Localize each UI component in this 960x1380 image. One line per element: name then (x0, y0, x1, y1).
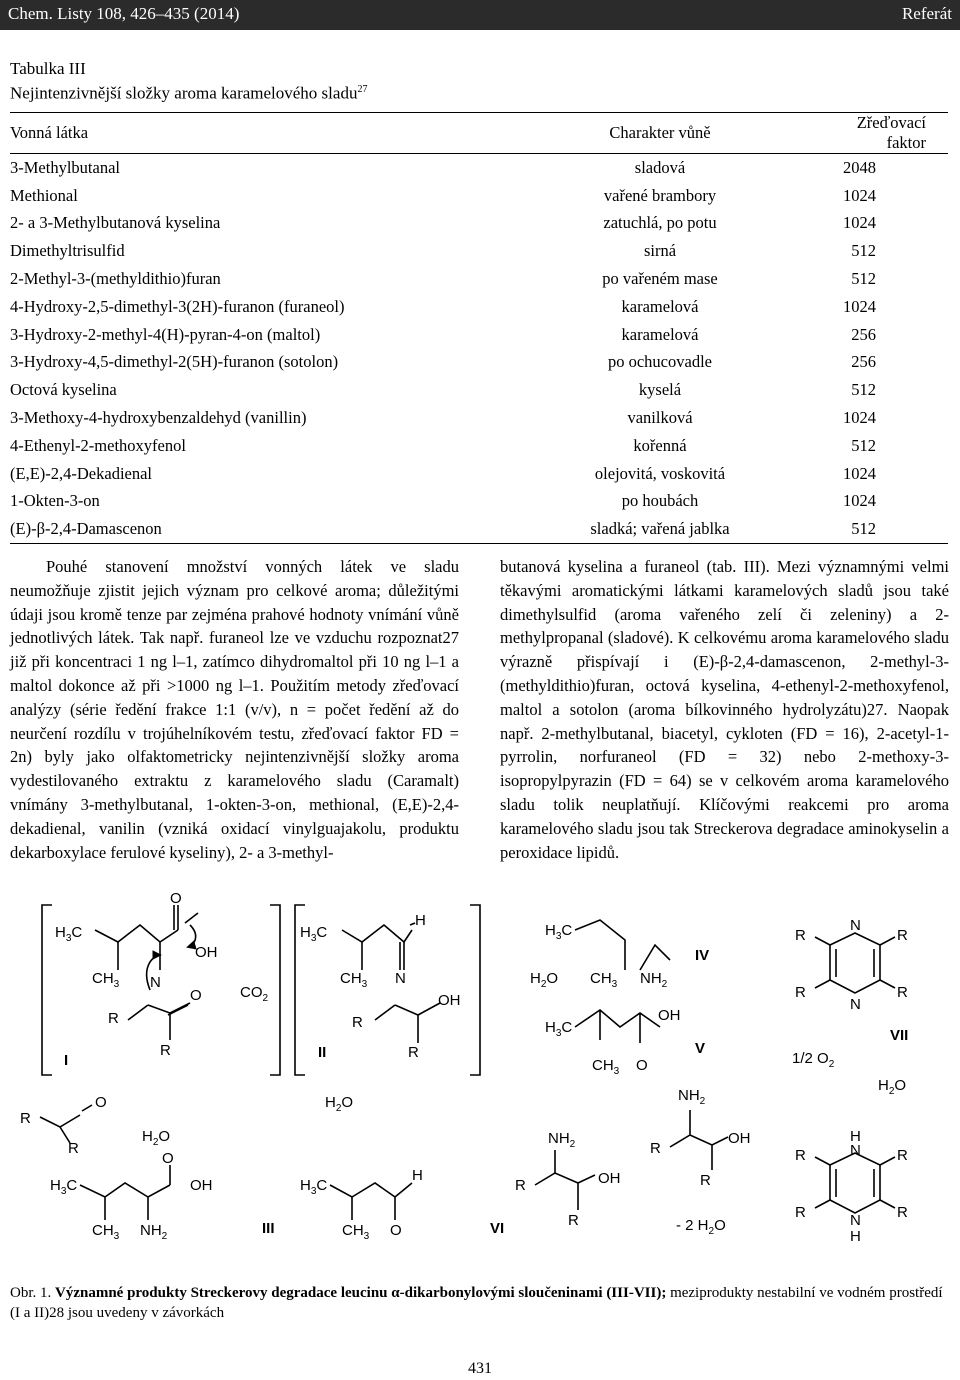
label-o-I: O (170, 890, 182, 907)
odor-cell: vanilková (627, 408, 693, 428)
table-caption (10, 58, 367, 104)
compound-cell: 3-Hydroxy-2-methyl-4(H)-pyran-4-on (maltol) (10, 324, 321, 344)
label-nh2-IV: $NH_2$ (640, 970, 668, 990)
label-ch3-I: $CH_3$ (92, 970, 120, 990)
reaction-scheme (0, 885, 960, 1275)
label-h3c-V: $H_3C$ (545, 1019, 573, 1039)
label-ch3-leu: $CH_3$ (92, 1222, 120, 1242)
label-o2-I: O (190, 987, 202, 1004)
table-label: Tabulka III (10, 59, 86, 78)
table-row (10, 349, 948, 377)
label-r2-III: R (68, 1140, 79, 1157)
aroma-table (10, 112, 948, 544)
label-r2-VII-b: R (795, 984, 806, 1001)
dicarbonyl (40, 1105, 92, 1143)
table-row (10, 210, 948, 238)
fd-cell: 1024 (843, 408, 876, 428)
figure-caption (10, 1283, 950, 1323)
label-r2-VI-a: R (568, 1212, 579, 1229)
compound-cell: 4-Ethenyl-2-methoxyfenol (10, 435, 186, 455)
table-row (10, 182, 948, 210)
column-header-fd: Zřeďovací faktor (856, 113, 926, 152)
label-nh2-VI-b: $NH_2$ (678, 1087, 706, 1107)
label-r2-II: R (408, 1044, 419, 1061)
label-o-leu: O (162, 1150, 174, 1167)
label-n-VII-c: N (850, 1142, 861, 1159)
compound-cell: (E)-β-2,4-Damascenon (10, 519, 162, 539)
figure-caption-rest: meziprodukty nestabilní ve vodném prostředí (I a II)28 jsou uvedeny v závorkách (10, 1285, 943, 1321)
fd-cell: 512 (851, 380, 876, 400)
label-ch3-V: $CH_3$ (592, 1057, 620, 1077)
label-oh-VI-b: OH (728, 1130, 751, 1147)
methylbutanal (330, 1183, 412, 1220)
label-n-VII-b: N (850, 996, 861, 1013)
label-nh2-VI-a: $NH_2$ (548, 1130, 576, 1150)
compound-cell: Methional (10, 185, 78, 205)
aminoketone-b (670, 1110, 728, 1170)
label-r2-I: R (160, 1042, 171, 1059)
odor-cell: zatuchlá, po potu (603, 213, 717, 233)
label-r1-VI-b: R (650, 1140, 661, 1157)
label-ch3-III: $CH_3$ (342, 1222, 370, 1242)
label-r1-VI-a: R (515, 1177, 526, 1194)
body-text-right-column: butanová kyselina a furaneol (tab. III). Mezi významnými velmi těkavými aromatickými látkami karamelových sladů jsou také dimethylsulfid (aroma vařeného zelí či zeleniny) a 2-methylpropanal (sladové). K celkovému aroma karamelového sladu výrazně přispívají i (E)-β-2,4-damascenon, 2-methyl-3-(methyldithio)furan, octová kyselina, 4-ethenyl-2-methoxyfenol, maltol a sotolon (aroma bílkovinného hydrolyzátu)27. Naopak např. 2-methylbutanal, biacetyl, cykloten (FD = 16), 2-acetyl-1-pyrrolin, norfuraneol (FD = 32) nebo 2-methoxy-3-isopropylpyrazin (FD = 64) se v celkovém aroma karamelového sladu tolik neuplatňují. Klíčovými reakcemi pro aroma karamelového sladu jsou tak Streckerova degradace aminokyselin a peroxidace lipidů. (500, 557, 949, 862)
odor-cell: sladová (634, 157, 686, 177)
leucine (80, 1165, 170, 1220)
odor-cell: olejovitá, voskovitá (594, 463, 726, 483)
label-r1-VII-b: R (897, 984, 908, 1001)
fd-cell: 512 (851, 519, 876, 539)
label-ch3-II: $CH_3$ (340, 970, 368, 990)
journal-citation: Chem. Listy 108, 426–435 (2014) (8, 4, 240, 23)
compound-cell: Octová kyselina (10, 380, 117, 400)
odor-cell: vařené brambory (603, 185, 717, 205)
label-co2: $CO_2$ (240, 984, 269, 1004)
running-header (0, 0, 960, 30)
compound-cell: (E,E)-2,4-Dekadienal (10, 463, 153, 483)
label-nh2-leu: $NH_2$ (140, 1222, 168, 1242)
label-oh-VI-a: OH (598, 1170, 621, 1187)
page-number: 431 (468, 1360, 492, 1377)
label-o-III: O (95, 1094, 107, 1111)
fd-cell: 1024 (843, 296, 876, 316)
figure-label: Obr. 1. (10, 1285, 52, 1301)
table-row (10, 321, 948, 349)
label-r1-II: R (352, 1014, 363, 1031)
label-roman-VII: VII (890, 1027, 909, 1044)
label-h-II: H (415, 912, 426, 929)
table-row (10, 460, 948, 488)
compound-cell: 1-Okten-3-on (10, 491, 100, 511)
label-ch3-IV: $CH_3$ (590, 970, 618, 990)
label-r1-VII-c: R (795, 1147, 806, 1164)
label-r2-VII-c: R (897, 1147, 908, 1164)
fd-cell: 1024 (843, 185, 876, 205)
fd-cell: 1024 (843, 463, 876, 483)
label-roman-III: III (262, 1220, 275, 1237)
compound-cell: 2- a 3-Methylbutanová kyselina (10, 213, 221, 233)
label-n-VII-d: N (850, 1212, 861, 1229)
odor-cell: sladká; vařená jablka (590, 519, 730, 539)
table-title: Nejintenzivnější složky aroma karamelového sladu (10, 83, 358, 103)
table-row (10, 432, 948, 460)
compound-cell: 3-Hydroxy-4,5-dimethyl-2(5H)-furanon (sotolon) (10, 352, 339, 372)
label-half-o2: 1/2 $O_2$ (792, 1050, 835, 1070)
compound-cell: 3-Methylbutanal (10, 157, 120, 177)
label-minus-2h2o: - 2 $H_2O$ (676, 1217, 726, 1237)
fd-cell: 256 (851, 352, 876, 372)
compound-cell: 4-Hydroxy-2,5-dimethyl-3(2H)-furanon (furaneol) (10, 296, 345, 316)
label-h3c-I: $H_3C$ (55, 924, 83, 944)
label-h3c-III-b: $H_3C$ (300, 1177, 328, 1197)
fd-cell: 512 (851, 241, 876, 261)
label-h3c-III-a: $H_3C$ (50, 1177, 78, 1197)
label-oh-leu: OH (190, 1177, 213, 1194)
label-oh-V: OH (658, 1007, 681, 1024)
label-roman-VI: VI (490, 1220, 505, 1237)
fd-cell: 512 (851, 269, 876, 289)
label-r1-III: R (20, 1110, 31, 1127)
table-title-ref: 27 (357, 84, 368, 95)
dihydropyrazine-ring (815, 1153, 895, 1213)
label-h-VII-a: H (850, 1128, 861, 1145)
fd-cell: 512 (851, 435, 876, 455)
label-h3c-II: $H_3C$ (300, 924, 328, 944)
compound-cell: 2-Methyl-3-(methyldithio)furan (10, 269, 221, 289)
column-header-odor: Charakter vůně (609, 123, 711, 142)
odor-cell: karamelová (621, 324, 699, 344)
odor-cell: sirná (643, 241, 677, 261)
odor-cell: kyselá (638, 380, 682, 400)
label-roman-II: II (318, 1044, 327, 1061)
odor-cell: po vařeném mase (602, 269, 718, 289)
label-oh-I: OH (195, 944, 218, 961)
table-row (10, 488, 948, 516)
odor-cell: po ochucovadle (607, 352, 712, 372)
label-r1-I: R (108, 1010, 119, 1027)
odor-cell: kořenná (633, 435, 687, 455)
label-roman-IV: IV (695, 947, 710, 964)
fd-cell: 256 (851, 324, 876, 344)
label-o-III-b: O (390, 1222, 402, 1239)
fd-cell: 1024 (843, 491, 876, 511)
table-row (10, 404, 948, 432)
label-n-I: N (150, 974, 161, 991)
compound-cell: 3-Methoxy-4-hydroxybenzaldehyd (vanillin) (10, 408, 307, 428)
label-r2-VII-a: R (897, 927, 908, 944)
label-oh-II: OH (438, 992, 461, 1009)
table-row (10, 154, 948, 182)
structure-V (575, 1010, 660, 1043)
section-name: Referát (901, 4, 952, 23)
table-header-row (10, 113, 948, 154)
label-roman-V: V (695, 1040, 706, 1057)
odor-cell: karamelová (621, 296, 699, 316)
label-h2o-IV: $H_2O$ (530, 970, 559, 990)
label-n-II: N (395, 970, 406, 987)
bracket-I-left (42, 905, 52, 1075)
bracket-I-right (270, 905, 280, 1075)
pyrazine-ring (815, 933, 895, 993)
column-header-compound: Vonná látka (10, 123, 89, 142)
label-roman-I: I (64, 1052, 69, 1069)
table-row (10, 515, 948, 543)
fd-cell: 2048 (843, 157, 876, 177)
table-row (10, 265, 948, 293)
label-o-V: O (636, 1057, 648, 1074)
label-n-VII-a: N (850, 917, 861, 934)
fd-cell: 1024 (843, 213, 876, 233)
label-h3c-IV: $H_3C$ (545, 922, 573, 942)
label-h-VII-b: H (850, 1228, 861, 1245)
structure-IV (575, 920, 670, 970)
aminoketone-a (535, 1150, 595, 1210)
label-h2o-III: $H_2O$ (142, 1128, 171, 1148)
label-h-III: H (412, 1167, 423, 1184)
table-row (10, 293, 948, 321)
label-r1-VII-a: R (795, 927, 806, 944)
label-r1-VII-d: R (897, 1204, 908, 1221)
figure-caption-bold: Významné produkty Streckerovy degradace leucinu α-dikarbonylovými sloučeninami (III-VII); (55, 1285, 667, 1301)
label-h2o-top: $H_2O$ (325, 1094, 354, 1114)
body-text-left-column: Pouhé stanovení množství vonných látek ve sladu neumožňuje zjistit jejich význam pro celkové aroma; důležitými údaji jsou kromě tenze par zejména prahové hodnoty vnímání vůně jednotlivých látek. Tak např. furaneol lze ve vzduchu rozpoznat27 již při koncentraci 1 ng l–1, zatímco dihydromaltol při 10 ng l–1 a maltol dokonce až při >1000 ng l–1. Použitím metody zřeďovací analýzy (série ředění frakce 1:1 (v/v), n = počet ředění až do neurčení rozdílu v trojúhelníkovém testu, zřeďovací faktor FD = 2n) byly jako olfaktometricky nejintenzivnější složky aroma vydestilovaného extraktu z karamelového sladu (Caramalt) vnímány 3-methylbutanal, 1-okten-3-on, methional, (E,E)-2,4-dekadienal, vanilin (vzniká oxidací vinylguajakolu, produktu dekarboxylace ferulové kyseliny), 2- a 3-methyl- (10, 557, 459, 862)
label-r2-VII-d: R (795, 1204, 806, 1221)
compound-cell: Dimethyltrisulfid (10, 241, 125, 261)
odor-cell: po houbách (621, 491, 699, 511)
table-title-line (10, 79, 367, 104)
label-r2-VI-b: R (700, 1172, 711, 1189)
table-row (10, 376, 948, 404)
table-row (10, 237, 948, 265)
label-h2o-VII: $H_2O$ (878, 1077, 907, 1097)
bracket-II-right (470, 905, 480, 1075)
